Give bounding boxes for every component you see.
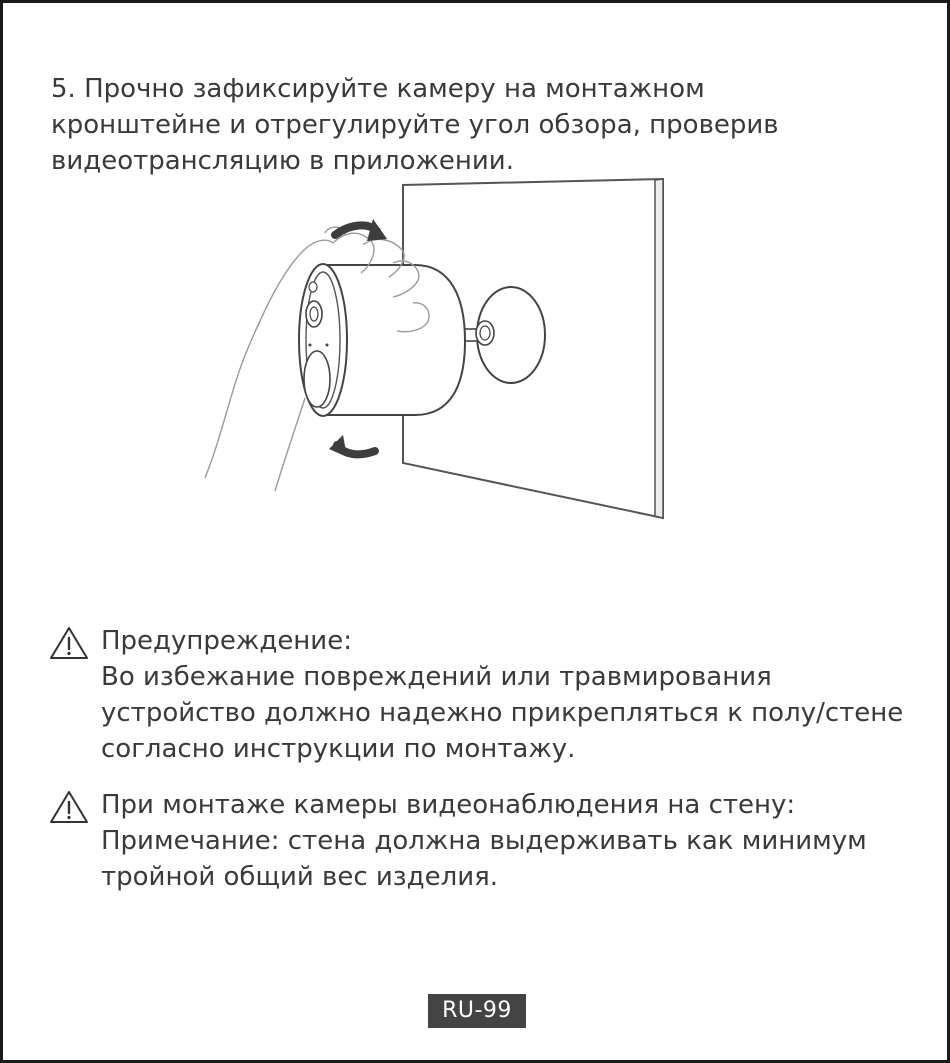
warning-line: согласно инструкции по монтажу. <box>101 734 576 764</box>
warning-triangle-icon <box>49 625 89 661</box>
warning-line: Примечание: стена должна выдерживать как минимум <box>101 826 867 856</box>
camera-mounting-illustration <box>193 173 683 533</box>
step-line: видеотрансляцию в приложении. <box>51 146 514 176</box>
warning-line: тройной общий вес изделия. <box>101 862 499 892</box>
warning-line: устройство должно надежно прикрепляться к полу/стене <box>101 698 904 728</box>
warning-triangle-icon <box>49 789 89 825</box>
step-line: 5. Прочно зафиксируйте камеру на монтажном <box>51 74 705 104</box>
step-instruction <box>51 71 911 179</box>
page-number-badge: RU-99 <box>428 994 526 1028</box>
warning-line: Во избежание повреждений или травмирования <box>101 662 772 692</box>
warning-line: Предупреждение: <box>101 626 352 656</box>
warning-line: При монтаже камеры видеонаблюдения на стену: <box>101 790 796 820</box>
rotate-arrow-top-icon <box>335 219 387 241</box>
step-line: кронштейне и отрегулируйте угол обзора, проверив <box>51 110 779 140</box>
camera-body <box>299 264 465 416</box>
rotate-arrow-bottom-icon <box>329 435 375 457</box>
